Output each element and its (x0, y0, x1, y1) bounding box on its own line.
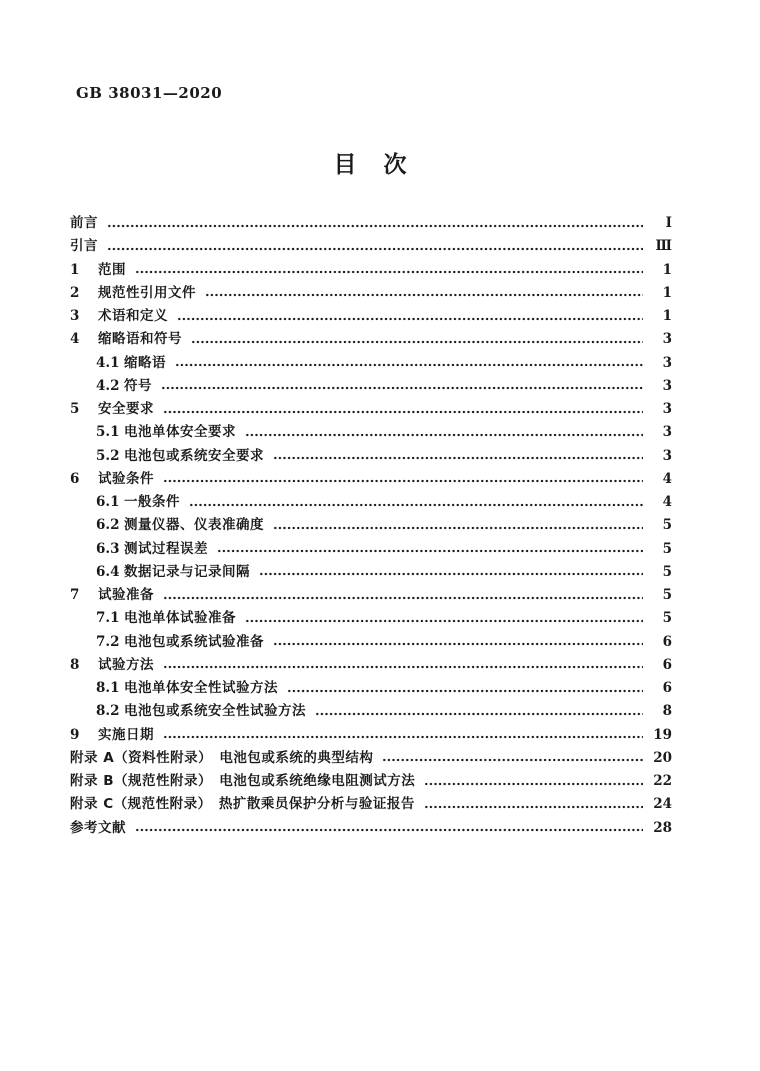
toc-entry-title: 数据记录与记录间隔 (124, 563, 250, 580)
toc-entry-number: 1 (70, 261, 80, 278)
dot-leader (175, 352, 643, 375)
toc-entry (70, 817, 672, 840)
toc-entry (70, 654, 672, 677)
toc-entry (70, 352, 672, 375)
toc-entry (70, 468, 672, 491)
toc-entry-page-number: 3 (662, 401, 672, 417)
toc-entry-number: 5.2 (96, 447, 120, 464)
toc-entry-number: 3 (70, 308, 80, 324)
toc-list (70, 212, 672, 840)
dot-leader (424, 770, 643, 793)
toc-entry-page-number: 5 (662, 517, 672, 534)
toc-entry-title: 电池单体安全要求 (124, 424, 236, 441)
toc-entry-page-number: 22 (653, 773, 672, 789)
dot-leader (135, 259, 643, 282)
toc-entry (70, 445, 672, 468)
dot-leader (259, 561, 643, 584)
toc-entry-page-number: 24 (653, 796, 672, 813)
dot-leader (135, 817, 643, 840)
toc-entry-title: 一般条件 (124, 494, 180, 510)
toc-entry-title: 电池单体安全性试验方法 (124, 680, 278, 696)
dot-leader (273, 514, 643, 537)
toc-entry-page-number: 8 (662, 703, 672, 720)
toc-entry-title: 测量仪器、仪表准确度 (124, 517, 264, 534)
toc-entry (70, 235, 672, 258)
toc-entry-page-number: 3 (662, 354, 672, 371)
toc-entry-number: 6.3 (96, 540, 120, 557)
toc-entry-number: 6 (70, 470, 80, 487)
dot-leader (191, 328, 643, 351)
toc-entry-title: 试验条件 (98, 470, 154, 487)
dot-leader (382, 747, 643, 770)
dot-leader (107, 235, 643, 258)
toc-entry (70, 514, 672, 537)
toc-entry-page-number: 6 (662, 680, 672, 696)
toc-entry-page-number: 5 (662, 540, 672, 557)
toc-entry (70, 538, 672, 561)
toc-entry-title: 参考文献 (70, 819, 126, 836)
standard-number: GB 38031—2020 (76, 84, 223, 102)
dot-leader (245, 607, 643, 630)
toc-entry-page-number: Ⅲ (655, 238, 672, 255)
dot-leader (273, 445, 643, 468)
toc-entry (70, 793, 672, 816)
dot-leader (107, 212, 643, 235)
dot-leader (287, 677, 643, 700)
toc-entry-page-number: 1 (662, 308, 672, 324)
toc-entry (70, 421, 672, 444)
toc-entry-title: 术语和定义 (98, 308, 168, 324)
toc-entry-title: 引言 (70, 238, 98, 255)
dot-leader (163, 654, 643, 677)
toc-entry (70, 700, 672, 723)
toc-entry-title: 实施日期 (98, 726, 154, 743)
toc-entry-page-number: 4 (662, 494, 672, 510)
toc-entry (70, 561, 672, 584)
dot-leader (163, 468, 643, 491)
toc-entry (70, 491, 672, 514)
toc-entry-number: 8.1 (96, 680, 120, 696)
toc-entry-number: 4 (70, 331, 80, 348)
page-title: 目 次 (333, 152, 409, 178)
toc-entry-number: 9 (70, 726, 80, 743)
toc-entry-title: 电池包或系统试验准备 (124, 633, 264, 650)
toc-entry-title: 电池包或系统安全性试验方法 (124, 703, 306, 720)
toc-entry-title: 附录 C（规范性附录） 热扩散乘员保护分析与验证报告 (70, 796, 415, 813)
toc-entry-number: 8 (70, 656, 80, 673)
toc-entry (70, 328, 672, 351)
toc-entry (70, 607, 672, 630)
toc-entry (70, 677, 672, 700)
toc-entry-number: 5 (70, 401, 80, 417)
toc-entry-page-number: 28 (653, 819, 672, 836)
dot-leader (189, 491, 643, 514)
toc-entry-title: 试验准备 (98, 587, 154, 603)
toc-entry-page-number: Ⅰ (665, 215, 672, 231)
toc-entry-page-number: 5 (662, 563, 672, 580)
toc-entry-page-number: 1 (662, 261, 672, 278)
dot-leader (163, 724, 643, 747)
toc-entry-number: 6.4 (96, 563, 120, 580)
toc-entry-number: 5.1 (96, 424, 120, 441)
toc-entry-page-number: 6 (662, 656, 672, 673)
toc-entry-page-number: 5 (662, 610, 672, 627)
dot-leader (163, 398, 643, 421)
dot-leader (315, 700, 643, 723)
toc-entry-page-number: 4 (662, 470, 672, 487)
toc-entry-title: 范围 (98, 261, 126, 278)
toc-entry-title: 符号 (124, 377, 152, 394)
toc-entry-title: 前言 (70, 215, 98, 231)
toc-entry-page-number: 3 (662, 447, 672, 464)
toc-entry-title: 安全要求 (98, 401, 154, 417)
toc-entry-title: 缩略语 (124, 354, 166, 371)
toc-entry-page-number: 6 (662, 633, 672, 650)
toc-entry (70, 305, 672, 328)
toc-entry-page-number: 3 (662, 377, 672, 394)
dot-leader (245, 421, 643, 444)
dot-leader (205, 282, 643, 305)
toc-entry-page-number: 19 (653, 726, 672, 743)
dot-leader (163, 584, 643, 607)
toc-entry-page-number: 5 (662, 587, 672, 603)
toc-entry-title: 规范性引用文件 (98, 284, 196, 301)
toc-entry (70, 212, 672, 235)
toc-entry-title: 电池包或系统安全要求 (124, 447, 264, 464)
toc-entry-number: 2 (70, 284, 80, 301)
toc-entry (70, 584, 672, 607)
dot-leader (424, 793, 643, 816)
dot-leader (161, 375, 643, 398)
toc-entry-title: 测试过程误差 (124, 540, 208, 557)
toc-entry-title: 附录 A（资料性附录） 电池包或系统的典型结构 (70, 749, 374, 766)
toc-entry-number: 7.1 (96, 610, 120, 627)
toc-entry-page-number: 20 (653, 749, 672, 766)
toc-entry (70, 747, 672, 770)
toc-entry-title: 附录 B（规范性附录） 电池包或系统绝缘电阻测试方法 (70, 773, 416, 789)
dot-leader (217, 538, 643, 561)
toc-entry (70, 398, 672, 421)
toc-entry-number: 4.2 (96, 377, 120, 394)
toc-entry-number: 7 (70, 587, 80, 603)
toc-entry (70, 770, 672, 793)
toc-entry (70, 631, 672, 654)
toc-entry-title: 缩略语和符号 (98, 331, 182, 348)
toc-entry-title: 试验方法 (98, 656, 154, 673)
toc-entry-number: 4.1 (96, 354, 120, 371)
toc-entry-title: 电池单体试验准备 (124, 610, 236, 627)
toc-entry-page-number: 3 (662, 424, 672, 441)
toc-entry (70, 724, 672, 747)
toc-entry (70, 375, 672, 398)
toc-entry-number: 8.2 (96, 703, 120, 720)
toc-entry (70, 282, 672, 305)
toc-entry-number: 6.1 (96, 494, 120, 510)
dot-leader (177, 305, 643, 328)
toc-entry (70, 259, 672, 282)
toc-entry-page-number: 3 (662, 331, 672, 348)
dot-leader (273, 631, 643, 654)
toc-entry-page-number: 1 (662, 284, 672, 301)
toc-entry-number: 6.2 (96, 517, 120, 534)
toc-entry-number: 7.2 (96, 633, 120, 650)
